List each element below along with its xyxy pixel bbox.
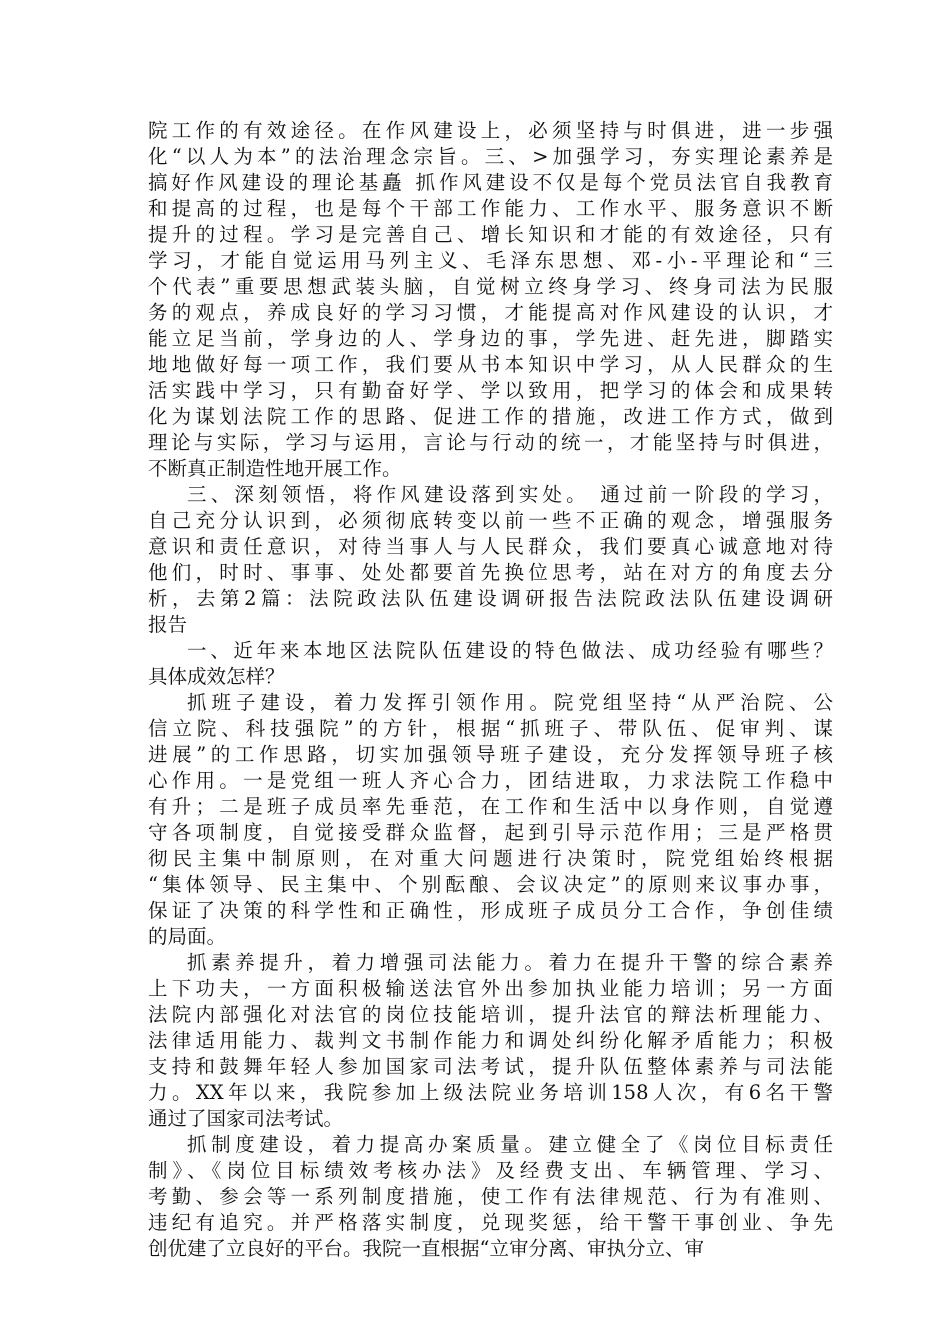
document-page: [148, 118, 833, 1262]
text-line: 信立院、科技强院”的方针，根据“抓班子、带队伍、促审判、谋: [148, 717, 833, 740]
text-line: 搞好作风建设的理论基矗 抓作风建设不仅是每个党员法官自我教育: [148, 171, 833, 194]
text-line: “集体领导、民主集中、个别酝酿、会议决定”的原则来议事办事，: [148, 873, 833, 896]
text-line: 个代表”重要思想武装头脑，自觉树立终身学习、终身司法为民服: [148, 275, 833, 298]
text-line: 化“以人为本”的法治理念宗旨。三、>加强学习，夯实理论素养是: [148, 145, 833, 168]
text-line: 法律适用能力、裁判文书制作能力和调处纠纷化解矛盾能力；积极: [148, 1029, 833, 1052]
text-line: 彻民主集中制原则，在对重大问题进行决策时，院党组始终根据: [148, 847, 833, 870]
text-line: 不断真正制造性地开展工作。: [148, 457, 402, 480]
text-line: 具体成效怎样？: [148, 665, 285, 688]
text-line: 报告: [148, 613, 188, 636]
text-line: 意识和责任意识，对待当事人与人民群众，我们要真心诚意地对待: [148, 535, 833, 558]
text-line: 的局面。: [148, 925, 227, 948]
text-line: 有升；二是班子成员率先垂范，在工作和生活中以身作则，自觉遵: [148, 795, 833, 818]
text-line: 务的观点，养成良好的学习习惯，才能提高对作风建设的认识，才: [148, 301, 833, 324]
text-line: 理论与实际，学习与运用，言论与行动的统一，才能坚持与时俱进，: [148, 431, 833, 454]
text-line: 和提高的过程，也是每个干部工作能力、工作水平、服务意识不断: [148, 197, 833, 220]
text-line: 创优建了立良好的平台。我院一直根据“立审分离、审执分立、审: [148, 1237, 704, 1260]
text-line: 制》、《岗位目标绩效考核办法》及经费支出、车辆管理、学习、: [148, 1159, 833, 1182]
paragraph: [148, 118, 833, 482]
text-line: 法院内部强化对法官的岗位技能培训，提升法官的辩法析理能力、: [148, 1003, 833, 1026]
text-line: 一、近年来本地区法院队伍建设的特色做法、成功经验有哪些？: [187, 639, 833, 662]
text-line: 考勤、参会等一系列制度措施，使工作有法律规范、行为有准则、: [148, 1185, 833, 1208]
text-line: 违纪有追究。并严格落实制度，兑现奖惩，给干警干事创业、争先: [148, 1211, 833, 1234]
text-line: 抓班子建设，着力发挥引领作用。院党组坚持“从严治院、公: [187, 691, 833, 714]
text-line: 能立足当前，学身边的人、学身边的事，学先进、赶先进，脚踏实: [148, 327, 833, 350]
text-line: 提升的过程。学习是完善自己、增长知识和才能的有效途径，只有: [148, 223, 833, 246]
text-line: 地地做好每一项工作，我们要从书本知识中学习，从人民群众的生: [148, 353, 833, 376]
text-line: 心作用。一是党组一班人齐心合力，团结进取，力求法院工作稳中: [148, 769, 833, 792]
paragraph: [148, 690, 833, 950]
text-line: 上下功夫，一方面积极输送法官外出参加执业能力培训；另一方面: [148, 977, 833, 1000]
text-line: 抓素养提升，着力增强司法能力。着力在提升干警的综合素养: [187, 951, 833, 974]
text-line: 化为谋划法院工作的思路、促进工作的措施，改进工作方式，做到: [148, 405, 833, 428]
text-line: 支持和鼓舞年轻人参加国家司法考试，提升队伍整体素养与司法能: [148, 1055, 833, 1078]
text-line: 力。XX年以来，我院参加上级法院业务培训158人次，有6名干警: [148, 1081, 833, 1104]
text-line: 自己充分认识到，必须彻底转变以前一些不正确的观念，增强服务: [148, 509, 833, 532]
text-line: 保证了决策的科学性和正确性，形成班子成员分工合作，争创佳绩: [148, 899, 833, 922]
paragraph: [148, 638, 833, 690]
text-line: 活实践中学习，只有勤奋好学、学以致用，把学习的体会和成果转: [148, 379, 833, 402]
text-line: 院工作的有效途径。在作风建设上，必须坚持与时俱进，进一步强: [148, 119, 833, 142]
text-line: 三、深刻领悟，将作风建设落到实处。 通过前一阶段的学习，: [187, 483, 833, 506]
paragraph: [148, 1132, 833, 1262]
paragraph: [148, 950, 833, 1132]
paragraph: [148, 482, 833, 638]
text-line: 他们，时时、事事、处处都要首先换位思考，站在对方的角度去分: [148, 561, 833, 584]
text-line: 析，去第2篇：法院政法队伍建设调研报告法院政法队伍建设调研: [148, 587, 833, 610]
text-line: 学习，才能自觉运用马列主义、毛泽东思想、邓-小-平理论和“三: [148, 249, 833, 272]
text-line: 进展”的工作思路，切实加强领导班子建设，充分发挥领导班子核: [148, 743, 833, 766]
text-line: 守各项制度，自觉接受群众监督，起到引导示范作用；三是严格贯: [148, 821, 833, 844]
text-line: 通过了国家司法考试。: [148, 1107, 344, 1130]
text-line: 抓制度建设，着力提高办案质量。建立健全了《岗位目标责任: [187, 1133, 833, 1156]
